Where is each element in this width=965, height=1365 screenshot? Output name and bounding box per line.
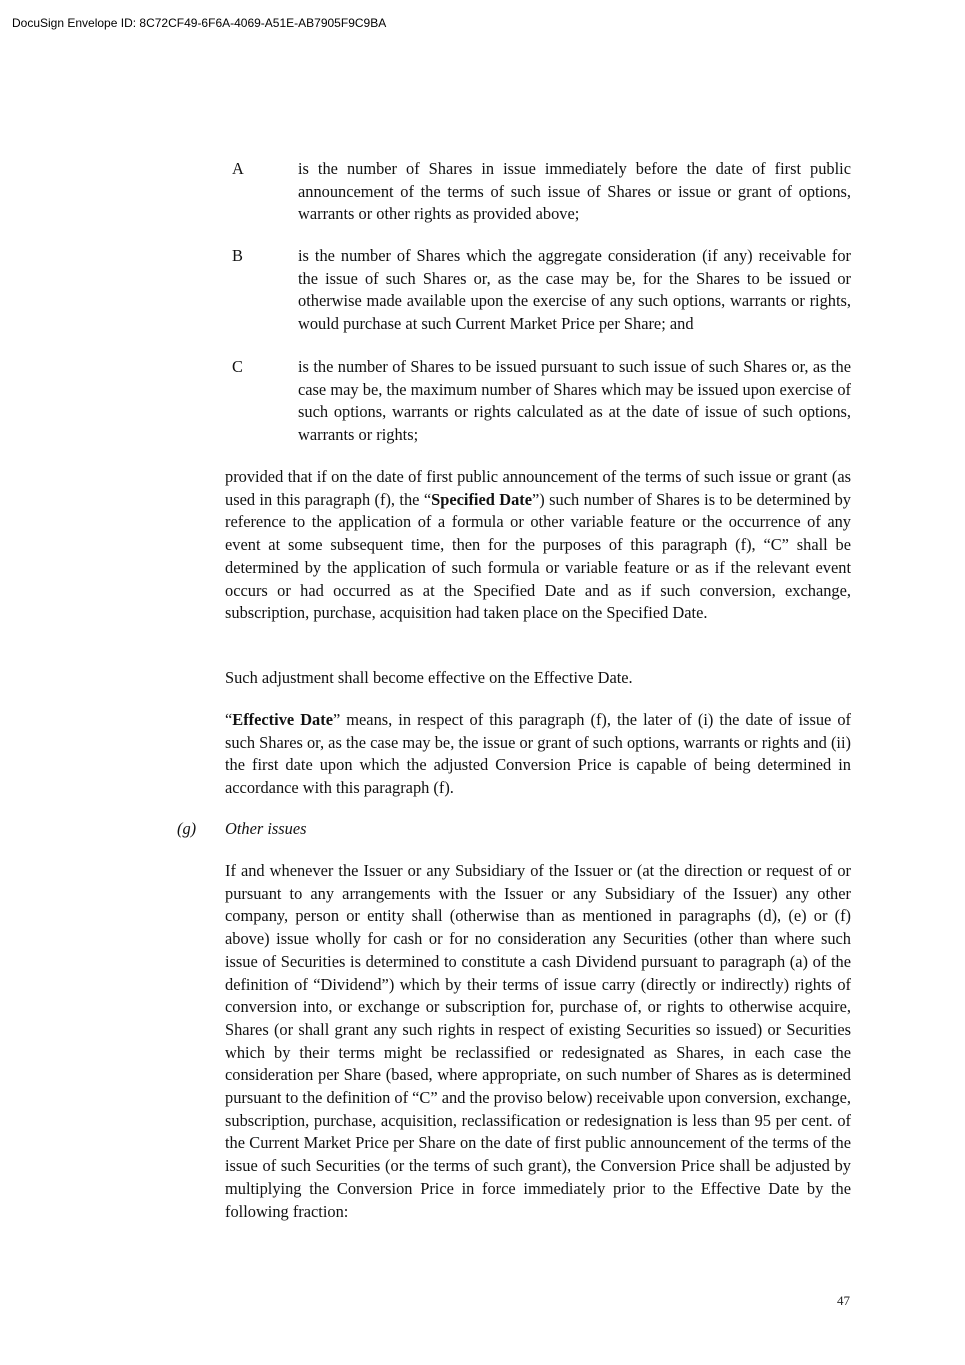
effective-date-paragraph: “Effective Date” means, in respect of this paragraph (f), the later of (i) the date of issue of such Shares or, as the case may be, the issue or grant of such options, warrants or rights and (ii) the first date upon which the adjusted Conversion Price is capable of being determined in accordance with this paragraph (f).	[225, 710, 851, 798]
definition-b	[230, 245, 851, 336]
definition-c	[230, 356, 851, 447]
specified-date-term: Specified Date	[431, 489, 533, 509]
definition-text: is the number of Shares which the aggregate consideration (if any) receivable for the issue of such Shares or, as the case may be, for the Shares to be issued or otherwise made available upon the exercise of any such options, warrants or rights, would purchase at such Current Market Price per Share; and	[298, 246, 851, 334]
definition-text: is the number of Shares in issue immediately before the date of first public announcement of the terms of such issue of Shares or issue or grant of options, warrants or other rights as provided above;	[298, 159, 851, 224]
definition-letter: B	[232, 246, 243, 265]
definition-a	[230, 158, 851, 226]
proviso-paragraph: provided that if on the date of first public announcement of the terms of such issue or grant (as used in this paragraph (f), the “Specified Date”) such number of Shares is to be determined by reference to the application of a formula or other variable feature or the occurrence of any event at some subsequent time, then for the purposes of this paragraph (f), “C” shall be determined by the application of such formula or variable feature or as if the relevant event occurs or had occurred as at the Specified Date and as if such conversion, exchange, subscription, purchase, acquisition had taken place on the Specified Date.	[225, 467, 851, 623]
section-g-body: If and whenever the Issuer or any Subsidiary of the Issuer or (at the direction or request of or pursuant to any arrangements with the Issuer or any Subsidiary of the Issuer) any other company, person or entity shall (otherwise than as mentioned in paragraphs (d), (e) or (f) above) issue wholly for cash or for no consideration any Securities (other than where such issue of Securities is determined to constitute a cash Dividend pursuant to paragraph (a) of the definition of “Dividend”) which by their terms of issue carry (directly or indirectly) rights of conversion into, or exchange or subscription for, purchase of, or rights to otherwise acquire, Shares (or shall grant any such rights in respect of existing Securities so issued) or Securities which by their terms might be reclassified or redesignated as Shares, in each case the consideration per Share (based, where appropriate, on such number of Shares as is determined pursuant to the definition of “C” and the proviso below) receivable upon conversion, exchange, subscription, purchase, acquisition, reclassification or redesignation is less than 95 per cent. of the Current Market Price per Share on the date of first public announcement of the terms of the issue of such Securities (or the terms of such grant), the Conversion Price shall be adjusted by multiplying the Conversion Price in force immediately prior to the Effective Date by the following fraction:	[225, 861, 851, 1221]
effective-date-term: Effective Date	[232, 710, 333, 729]
section-g-title: Other issues	[225, 819, 307, 838]
docusign-envelope-id: DocuSign Envelope ID: 8C72CF49-6F6A-4069-A51E-AB7905F9C9BA	[12, 16, 387, 30]
definition-letter: C	[232, 357, 243, 376]
section-g-number: (g)	[177, 819, 197, 838]
definition-text: is the number of Shares to be issued pursuant to such issue of such Shares or, as the case may be, the maximum number of Shares which may be issued upon exercise of such options, warrants or rights calculated as at the date of issue of such options, warrants or rights;	[298, 357, 851, 445]
definition-letter: A	[232, 159, 244, 178]
page-number: 47	[837, 1293, 850, 1308]
adjustment-sentence: Such adjustment shall become effective on the Effective Date.	[225, 668, 633, 687]
